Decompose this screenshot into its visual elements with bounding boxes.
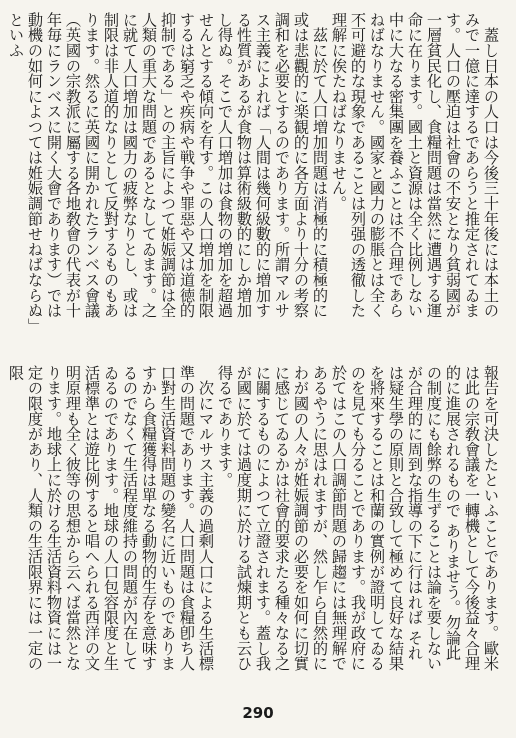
upper-text-block	[7, 12, 500, 330]
paragraph: 茲に於て人口増加問題は消極的に積極的に或は悲觀的に楽観的に各方面より十分の考察調和を必要とするのであります。所謂マルサス主義によれば「人間は幾何級數的に増加する性質があるが食物は算術級數的にしか増加し得ぬ。そこで人口増加は食物の増加を超過せんとする傾向を有す。この人口増加を制限するは窮乏や疾病や戦争や罪惡や又は道徳的抑制である」との主旨によつて姙娠調節は全人類の重大な問題であるとなしてゐます。之に就て人口増加は國力の疲弊なりとし、或は制限は非人道的なりとして反對するものもあります。然るに英國に開かれたランベス會議（英國の宗教派に屬する各地敎會の代表が十年毎にランベスに開く大會であります）では動機の如何によつては姙娠調節せねばならぬ」といふ	[7, 12, 329, 326]
paragraph: 次にマルサス主義の過剩人口による生活標準の問題であります。人口問題は食糧卽ち人口對生活資料問題の變名に近いものでありますから食糧獲得は單なる動物的生存を意味するのでなくて生活程度維持の問題が內在してゐるのであります。地球の人口包容限度と生活標準とは遊比例すると唱へられる西洋の文明原理も全く彼等の思想から云へば當然となります。地球上に於ける生活資料物資には一定の限度があり、人類の生活限界には一定の限	[7, 365, 215, 671]
lower-text-block	[7, 365, 500, 675]
paragraph: 報告を可決したといふことであります。歐米は此の宗敎會議を一轉機として今後益々合理的に進展されるもので ありませう。勿論此の制度にも餘弊の生ずることは論を要しないが合理的に周到な指導の下に行はれば それは疑生學の原則と合致して極めて良好な結果を將來することは和蘭の實例が證明してゐるのを見ても分ることであります。我が政府に於てはこの人口調節問題の歸趨には無理解であるやうに思はれますが、然し乍ら自然的にわが國の人々が姙娠調節の必要を如何に切實に感じてゐるかは社會的要求たる種々なる之に關するものによつて立證されます。蓋し我が國に於ては過度期に於ける試煉期とも云ひ得るであります。	[216, 365, 500, 671]
paragraph: 蓋し日本の人口は今後三十年後には本土のみで一億に達するであらうと推定されてゐます。人口の壓迫は社會の不安となり貧弱國が一層貧民化し、食糧問題は當然に遭遇する運命に在ります。國土と資源は全く比例しない中に大なる密集團を養ふことは不合理であらねばなりません。國家と國力の膨脹とは全く不可避的な現象であることは列强の透徹した理解に俟たねばなりません。	[330, 12, 500, 318]
page-number: 290	[242, 704, 274, 722]
